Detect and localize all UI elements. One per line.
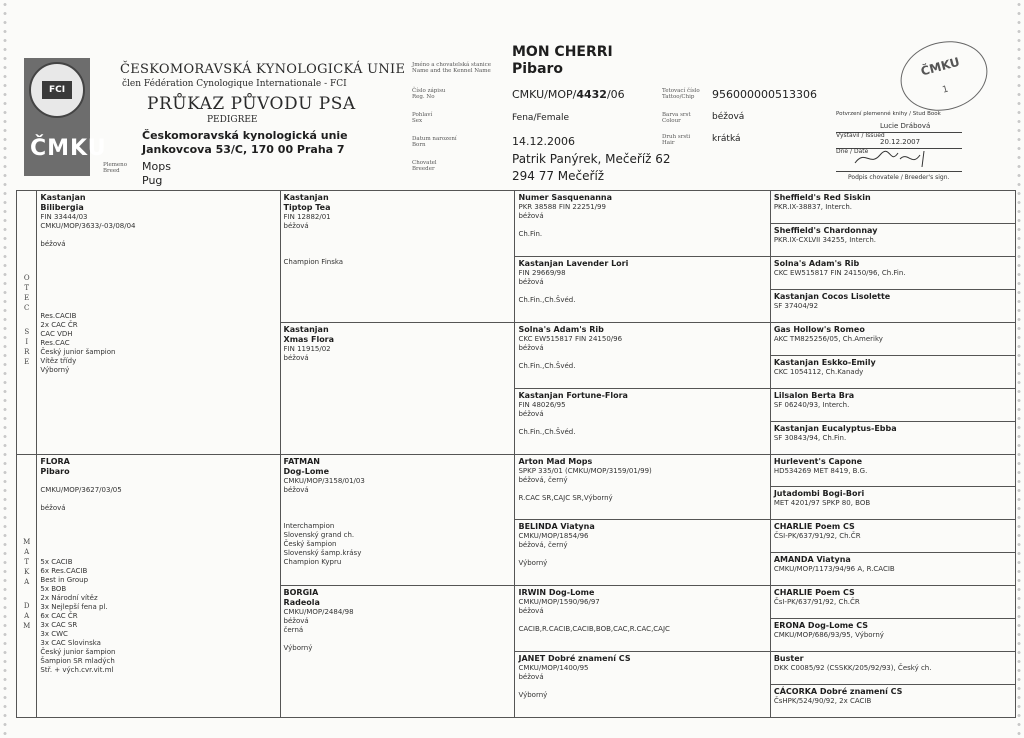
ancestor-detail: Slovenský šamp.krásy: [283, 548, 362, 557]
hair-label: Druh srsti Hair: [662, 134, 691, 146]
ancestor-detail: [518, 353, 766, 362]
ancestor-detail: CAC VDH: [40, 330, 73, 338]
ancestor-detail: FIN 12882/01: [283, 213, 331, 221]
reg-label: Číslo zápisu Reg. No: [412, 88, 446, 100]
ancestor-detail: CACIB,R.CACIB,CACIB,BOB,CAC,R.CAC,CAJC: [518, 625, 670, 634]
ancestor-name: Lilsalon Berta Bra: [773, 390, 855, 400]
ancestor-detail: ČsI-PK/637/91/92, Ch.ČR: [773, 598, 860, 607]
tattoo-label: Tetovací číslo Tattoo/Chip: [662, 88, 700, 100]
ancestor-detail: béžová: [283, 485, 309, 494]
ancestor-detail: béžová: [518, 607, 544, 616]
ancestor-detail: [284, 513, 512, 522]
ancestor-detail: 3x CAC Slovinska: [40, 638, 101, 647]
ancestor-detail: 2x Národní vítěz: [40, 593, 98, 602]
breeder-line-1: Patrik Panýrek, Mečeříž 62: [512, 152, 671, 166]
signature-line: [836, 170, 962, 172]
ancestor-name: Buster: [773, 654, 804, 664]
side-letter: A: [24, 577, 30, 586]
ancestor-detail: CKC EW515817 FIN 24150/96: [518, 334, 623, 343]
ancestor-detail: 3x Nejlepší fena pl.: [40, 602, 108, 611]
great-great-grandparent-cell: [770, 652, 1015, 685]
ancestor-detail: 6x Res.CACIB: [40, 566, 88, 575]
ancestor-detail: [40, 495, 276, 504]
ancestor-detail: 6x CAC ČR: [40, 611, 78, 620]
great-great-grandparent-cell: [770, 421, 1015, 454]
ancestor-detail: 3x CAC SR: [40, 620, 78, 629]
signature: [850, 145, 940, 171]
org-address-1: Českomoravská kynologická unie: [142, 129, 348, 142]
ancestor-detail: [518, 616, 766, 625]
ancestor-name: CHARLIE Poem CS: [773, 522, 855, 532]
side-letter: E: [24, 294, 30, 302]
ancestor-detail: Český junior šampion: [40, 647, 116, 656]
ancestor-detail: Český junior šampion: [40, 348, 116, 356]
ancestor-name: CHARLIE Poem CS: [773, 588, 855, 598]
sex-value: Fena/Female: [512, 113, 570, 123]
ancestor-name: FLORA: [40, 456, 70, 466]
ancestor-name: JANET Dobré znamení CS: [518, 654, 631, 664]
ancestor-name: Kastanjan Eskko-Emily: [773, 357, 876, 367]
side-letter: O: [23, 274, 30, 282]
ancestor-name: BORGIA: [283, 588, 319, 598]
ancestor-detail: CMKU/MOP/1854/96: [518, 532, 589, 541]
ancestor-name: Gas Hollow's Romeo: [773, 324, 865, 334]
breeder-label: Chovatel Breeder: [412, 160, 437, 172]
ancestor-detail: ČsHPK/524/90/92, 2x CACIB: [773, 697, 872, 706]
ancestor-detail: béžová: [283, 353, 309, 362]
doc-subtitle: PEDIGREE: [207, 115, 258, 125]
ancestor-detail: béžová: [518, 343, 544, 352]
ancestor-detail: [40, 294, 276, 303]
ancestor-detail: [40, 285, 276, 294]
ancestor-kennel: Pibaro: [40, 466, 70, 476]
breed-label: Plemeno Breed: [103, 162, 128, 174]
ancestor-detail: [518, 682, 766, 691]
great-grandparent-cell: [515, 520, 770, 586]
ancestor-detail: CMKU/MOP/3158/01/03: [283, 476, 365, 485]
stud-book-stamp: [893, 32, 996, 120]
ancestor-detail: CMKU/MOP/1590/96/97: [518, 598, 600, 607]
ancestor-detail: SF 30843/94, Ch.Fin.: [773, 433, 847, 442]
colour-label: Barva srst Colour: [662, 112, 691, 124]
ancestor-detail: PKR 38588 FIN 22251/99: [518, 203, 606, 211]
ancestor-detail: FIN 11915/02: [283, 344, 331, 353]
ancestor-detail: Champion Finska: [283, 258, 344, 266]
ancestor-detail: FIN 29669/98: [518, 268, 566, 277]
ancestor-detail: [40, 513, 276, 522]
issue-date: 20.12.2007: [880, 138, 921, 146]
grandparent-cell: [280, 322, 515, 454]
ancestor-detail: Výborný: [40, 366, 70, 374]
ancestor-detail: CKC EW515817 FIN 24150/96, Ch.Fin.: [773, 268, 906, 277]
pedigree-row: [17, 454, 1016, 487]
ancestor-detail: [284, 231, 512, 240]
breeder-line-2: 294 77 Mečeříž: [512, 169, 605, 183]
breed-cz: Mops: [142, 160, 171, 173]
date-row: Dne / Date 20.12.2007: [836, 138, 962, 149]
great-grandparent-cell: [515, 388, 770, 454]
tractor-feed-holes-left: [0, 0, 10, 738]
ancestor-detail: černá: [283, 626, 304, 635]
ancestor-name: Kastanjan Lavender Lori: [518, 258, 629, 268]
ancestor-name: Sheffield's Red Siskin: [773, 193, 871, 202]
ancestor-detail: FIN 33444/03: [40, 213, 88, 221]
ancestor-detail: béžová: [283, 222, 309, 230]
ancestor-detail: HD534269 MET 8419, B.G.: [773, 466, 868, 475]
ancestor-name: IRWIN Dog-Lome: [518, 588, 595, 598]
ancestor-detail: béžová: [518, 409, 544, 418]
ancestor-detail: CMKU/MOP/686/93/95, Výborný: [773, 631, 884, 640]
side-letter: M: [23, 537, 31, 546]
great-grandparent-cell: [515, 256, 770, 322]
ancestor-detail: béžová, černý: [518, 475, 568, 484]
ancestor-name: BELINDA Viatyna: [518, 522, 595, 532]
name-label: Jméno a chovatelská stanice Name and the Kennel Name: [412, 62, 491, 74]
stamp-number: 1: [941, 84, 950, 96]
cmku-fci-logo: [24, 58, 107, 176]
ancestor-detail: Výborný: [518, 691, 548, 700]
ancestor-name: Kastanjan: [283, 193, 329, 202]
great-great-grandparent-cell: [770, 223, 1015, 256]
dob-label: Datum narození Born: [412, 136, 457, 148]
ancestor-detail: SF 37404/92: [773, 301, 819, 310]
ancestor-detail: [284, 495, 512, 504]
ancestor-kennel: Dog-Lome: [283, 466, 330, 476]
ancestor-name: Sheffield's Chardonnay: [773, 225, 878, 235]
pedigree-row: [17, 191, 1016, 224]
side-letter: K: [24, 567, 30, 576]
side-letter: E: [24, 358, 30, 366]
side-letter: A: [24, 547, 30, 556]
ancestor-detail: béžová: [283, 617, 309, 626]
ancestor-detail: Ch.Fin.: [518, 230, 543, 238]
great-great-grandparent-cell: [770, 520, 1015, 553]
side-letter: T: [24, 284, 30, 292]
ancestor-name: Kastanjan Cocos Lisolette: [773, 291, 891, 301]
fci-seal: [29, 62, 85, 118]
ancestor-detail: [40, 258, 276, 267]
colour-value: béžová: [712, 112, 745, 122]
ancestor-detail: DKK C0085/92 (CSSKK/205/92/93), Český ch.: [773, 664, 932, 673]
ancestor-name: ERONA Dog-Lome CS: [773, 621, 869, 631]
ancestor-name: Kastanjan: [40, 193, 86, 202]
ancestor-detail: 5x CACIB: [40, 557, 73, 566]
grandparent-cell: [280, 191, 515, 323]
ancestor-detail: [284, 249, 512, 258]
ancestor-detail: béžová: [40, 503, 66, 512]
ancestor-detail: Champion Kypru: [283, 557, 342, 566]
ancestor-kennel: Radeola: [283, 598, 320, 608]
sex-label: Pohlaví Sex: [412, 112, 433, 124]
issued-by: Lucie Drábová: [880, 122, 931, 130]
org-address-2: Jankovcova 53/C, 170 00 Praha 7: [142, 143, 345, 156]
great-grandparent-cell: [515, 586, 770, 652]
ancestor-detail: [40, 276, 276, 285]
great-great-grandparent-cell: [770, 487, 1015, 520]
side-letter: T: [24, 557, 30, 566]
dog-name: MON CHERRI: [512, 44, 613, 60]
ancestor-name: AMANDA Viatyna: [773, 555, 851, 565]
ancestor-detail: [40, 477, 276, 486]
great-great-grandparent-cell: [770, 388, 1015, 421]
cmku-logo-text: ČMKU: [30, 136, 107, 161]
ancestor-detail: béžová: [518, 277, 544, 286]
side-letter: A: [24, 611, 30, 620]
ancestor-detail: [284, 635, 512, 644]
great-grandparent-cell: [515, 191, 770, 257]
sire-side-label: [17, 191, 37, 455]
ancestor-detail: CMKU/MOP/3633/-03/08/04: [40, 222, 136, 230]
ancestor-detail: béžová, černý: [518, 541, 568, 550]
ancestor-name: CÁCORKA Dobré znamení CS: [773, 687, 903, 697]
side-letter: I: [25, 338, 29, 346]
ancestor-detail: [40, 231, 276, 240]
ancestor-name: Kastanjan Fortune-Flora: [518, 390, 628, 400]
ancestor-detail: SPKP 335/01 (CMKU/MOP/3159/01/99): [518, 466, 652, 475]
issued-row: Vystavil / Issued Lucie Drábová: [836, 122, 962, 133]
ancestor-detail: [40, 267, 276, 276]
ancestor-detail: Ch.Fin.,Ch.Švéd.: [518, 361, 576, 370]
side-letter: D: [23, 601, 30, 610]
ancestor-detail: Stř. + vých.cvr.vit.ml: [40, 665, 114, 674]
ancestor-name: Arton Mad Mops: [518, 456, 593, 466]
great-great-grandparent-cell: [770, 256, 1015, 289]
ancestor-name: FATMAN: [283, 456, 320, 466]
ancestor-detail: [518, 287, 766, 296]
ancestor-detail: FIN 48026/95: [518, 400, 566, 409]
sire-cell: [37, 191, 280, 455]
ancestor-detail: CMKU/MOP/3627/03/05: [40, 485, 122, 494]
ancestor-name: Kastanjan Eucalyptus-Ebba: [773, 423, 897, 433]
grandparent-cell: [280, 454, 515, 586]
ancestor-name: Numer Sasquenanna: [518, 193, 613, 202]
ancestor-detail: béžová: [40, 240, 66, 248]
grandparent-cell: [280, 586, 515, 718]
ancestor-detail: 3x CWC: [40, 629, 68, 638]
dob-value: 14.12.2006: [512, 135, 575, 148]
ancestor-kennel: Tiptop Tea: [283, 203, 331, 212]
ancestor-name: Kastanjan: [283, 324, 329, 334]
ancestor-detail: CMKU/MOP/2484/98: [283, 608, 354, 617]
ancestor-detail: béžová: [518, 212, 544, 220]
ancestor-detail: PKR.IX-CXLVII 34255, Interch.: [773, 235, 876, 244]
doc-title: PRŮKAZ PŮVODU PSA: [147, 94, 356, 114]
great-great-grandparent-cell: [770, 322, 1015, 355]
great-great-grandparent-cell: [770, 553, 1015, 586]
side-letter: S: [24, 328, 30, 336]
dam-cell: [37, 454, 280, 718]
ancestor-detail: Ch.Fin.,Ch.Švéd.: [518, 427, 576, 436]
ancestor-detail: [284, 504, 512, 513]
hair-value: krátká: [712, 134, 741, 144]
ancestor-detail: [40, 549, 276, 558]
great-great-grandparent-cell: [770, 454, 1015, 487]
ancestor-detail: Best in Group: [40, 575, 89, 584]
ancestor-detail: ČSI-PK/637/91/92, Ch.ČR: [773, 532, 861, 541]
studbook-label: Potvrzení plemenné knihy / Stud Book: [836, 111, 941, 117]
ancestor-detail: [518, 485, 766, 494]
great-great-grandparent-cell: [770, 355, 1015, 388]
dog-kennel: Pibaro: [512, 61, 564, 77]
side-letter: R: [24, 348, 30, 356]
ancestor-detail: béžová: [518, 673, 544, 682]
ancestor-detail: Výborný: [283, 644, 313, 653]
great-great-grandparent-cell: [770, 685, 1015, 718]
ancestor-detail: [518, 221, 766, 230]
great-grandparent-cell: [515, 322, 770, 388]
ancestor-kennel: Bilibergia: [40, 203, 84, 212]
signature-label: Podpis chovatele / Breeder's sign.: [848, 174, 950, 181]
side-letter: C: [24, 304, 30, 312]
dam-side-label: [17, 454, 37, 718]
breed-en: Pug: [142, 174, 163, 187]
great-great-grandparent-cell: [770, 619, 1015, 652]
great-great-grandparent-cell: [770, 289, 1015, 322]
ancestor-name: Solna's Adam's Rib: [518, 324, 604, 334]
ancestor-detail: Res.CAC: [40, 339, 70, 347]
ancestor-detail: SF 06240/93, Interch.: [773, 400, 850, 409]
ancestor-detail: Ch.Fin.,Ch.Švéd.: [518, 295, 576, 304]
ancestor-detail: MET 4201/97 SPKP 80, BOB: [773, 499, 871, 508]
ancestor-detail: Český šampion: [283, 539, 337, 548]
side-letter: M: [23, 621, 31, 630]
ancestor-detail: [284, 240, 512, 249]
ancestor-detail: [518, 550, 766, 559]
ancestor-detail: 5x BOB: [40, 584, 67, 593]
ancestor-kennel: Xmas Flora: [283, 334, 335, 344]
ancestor-detail: AKC TM825256/05, Ch.Ameriky: [773, 334, 883, 343]
ancestor-detail: [40, 249, 276, 258]
ancestor-detail: [518, 419, 766, 428]
ancestor-detail: CKC 1054112, Ch.Kanady: [773, 367, 864, 376]
tattoo-value: 956000000513306: [712, 88, 817, 101]
ancestor-detail: Šampion SR mladých: [40, 656, 115, 665]
ancestor-detail: [40, 540, 276, 549]
ancestor-detail: PKR.IX-38837, Interch.: [773, 203, 853, 211]
ancestor-detail: [40, 303, 276, 312]
ancestor-detail: [40, 531, 276, 540]
great-grandparent-cell: [515, 454, 770, 520]
great-great-grandparent-cell: [770, 191, 1015, 224]
ancestor-name: Solna's Adam's Rib: [773, 258, 860, 268]
ancestor-detail: Interchampion: [283, 521, 335, 530]
ancestor-detail: R.CAC SR,CAJC SR,Výborný: [518, 493, 613, 502]
ancestor-detail: 2x CAC ČR: [40, 321, 78, 329]
ancestor-detail: [40, 522, 276, 531]
ancestor-name: Jutadombi Bogi-Bori: [773, 489, 865, 499]
ancestor-detail: Vítěz třídy: [40, 357, 77, 365]
ancestor-detail: CMKU/MOP/1400/95: [518, 664, 589, 673]
great-grandparent-cell: [515, 652, 770, 718]
ancestor-detail: Výborný: [518, 559, 548, 568]
fci-logo-text: FCI: [42, 81, 72, 99]
great-great-grandparent-cell: [770, 586, 1015, 619]
org-member: člen Fédération Cynologique Internationale - FCI: [122, 79, 347, 89]
ancestor-detail: Res.CACIB: [40, 312, 77, 320]
reg-number: CMKU/MOP/4432/06: [512, 88, 625, 101]
org-name: ČESKOMORAVSKÁ KYNOLOGICKÁ UNIE: [120, 62, 406, 77]
stamp-text: ČMKU: [919, 54, 962, 79]
ancestor-name: Hurlevent's Capone: [773, 456, 863, 466]
pedigree-table: [16, 190, 1016, 718]
ancestor-detail: Slovenský grand ch.: [283, 530, 355, 539]
ancestor-detail: CMKU/MOP/1173/94/96 A, R.CACIB: [773, 565, 895, 574]
